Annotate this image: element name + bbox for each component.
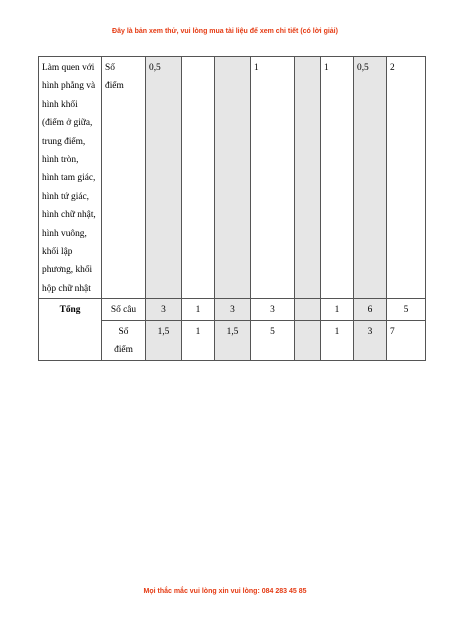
value-cell: 2: [387, 57, 426, 299]
contact-notice: Mọi thắc mắc vui lòng xin vui lòng: 084 283 45 85: [143, 588, 307, 595]
value-cell: 3: [251, 299, 295, 320]
table-row-total-count: [39, 299, 426, 320]
value-cell: [295, 320, 321, 360]
value-cell: 6: [354, 299, 387, 320]
value-cell: 0,5: [146, 57, 182, 299]
metric-cell: Số điểm: [102, 57, 146, 299]
value-cell: 1: [182, 320, 215, 360]
value-cell: 3: [146, 299, 182, 320]
value-cell: 1: [321, 57, 354, 299]
value-cell: 0,5: [354, 57, 387, 299]
value-cell: [295, 299, 321, 320]
value-cell: 1: [251, 57, 295, 299]
value-cell: [215, 57, 251, 299]
value-cell: 1: [321, 299, 354, 320]
table-row-topic: [39, 57, 426, 299]
value-cell: 1,5: [215, 320, 251, 360]
topic-cell: Làm quen với hình phẳng và hình khối (điểm ở giữa, trung điểm, hình tròn, hình tam giác, hình tứ giác, hình chữ nhật, hình vuông, khối lập phương, khối hộp chữ nhật: [39, 57, 102, 299]
metric-cell: Số câu: [102, 299, 146, 320]
value-cell: 1: [182, 299, 215, 320]
value-cell: [182, 57, 215, 299]
value-cell: 3: [354, 320, 387, 360]
value-cell: 5: [251, 320, 295, 360]
value-cell: [295, 57, 321, 299]
value-cell: 7: [387, 320, 426, 360]
score-matrix-table: [38, 56, 426, 361]
total-label: Tổng: [39, 299, 102, 360]
preview-notice: Đây là bản xem thử, vui lòng mua tài liệu để xem chi tiết (có lời giải): [112, 28, 338, 35]
value-cell: 5: [387, 299, 426, 320]
value-cell: 1,5: [146, 320, 182, 360]
value-cell: 1: [321, 320, 354, 360]
value-cell: 3: [215, 299, 251, 320]
metric-cell: Số điểm: [102, 320, 146, 360]
